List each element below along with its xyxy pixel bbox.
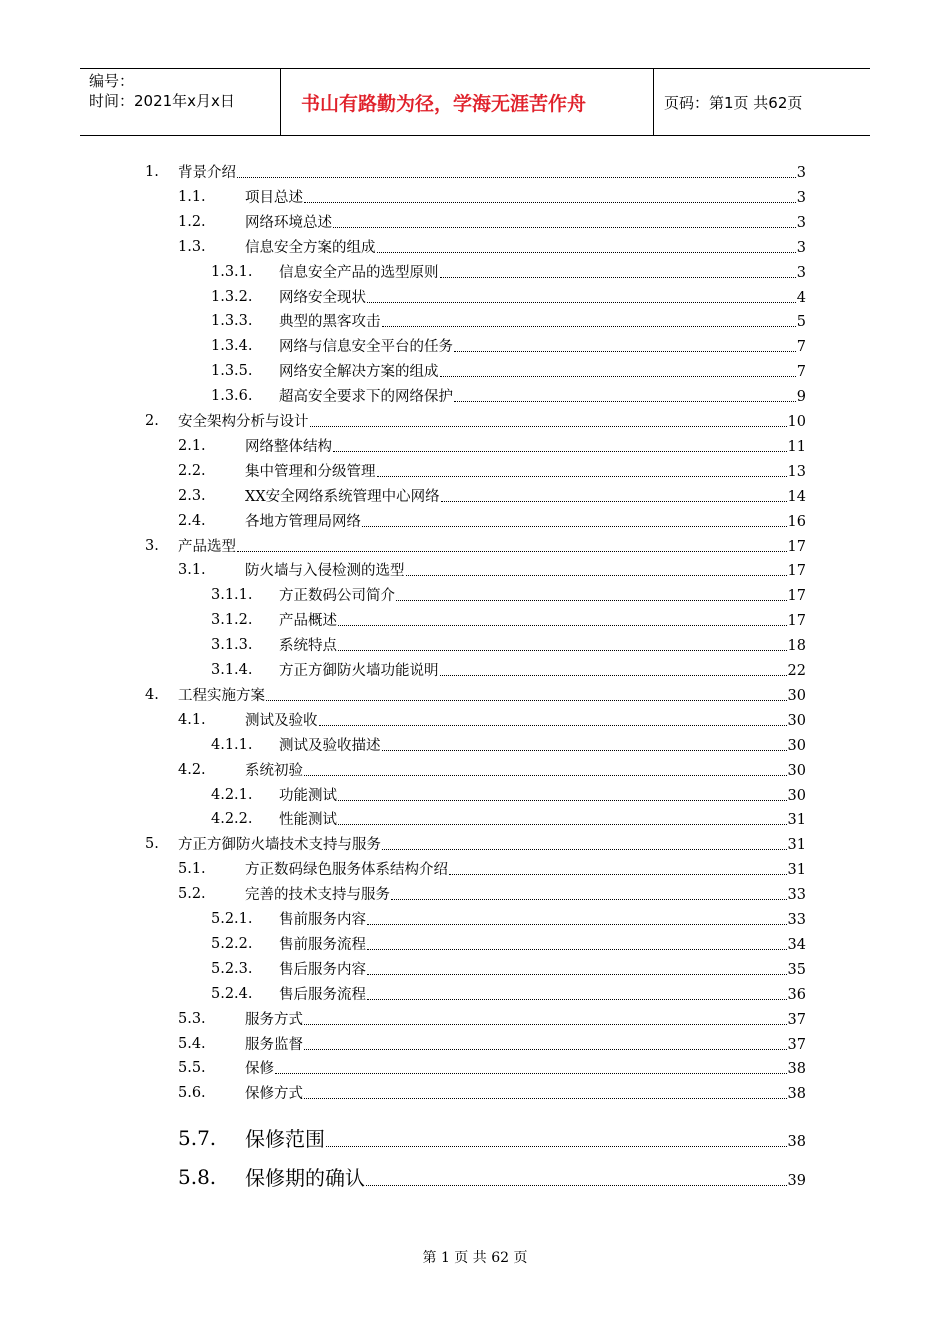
dot-leader (338, 799, 787, 801)
header-meta (80, 69, 281, 135)
toc-entry-page: 3 (796, 189, 806, 206)
dot-leader (304, 774, 787, 776)
dot-leader (237, 176, 796, 178)
toc-entry-page: 3 (796, 264, 806, 281)
toc-entry-page: 38 (787, 1061, 806, 1078)
toc-entry-number: 2.3. (178, 487, 206, 504)
dot-leader (406, 574, 787, 576)
toc-entry-number: 5.6. (178, 1085, 206, 1102)
toc-entry-page: 36 (787, 986, 806, 1003)
toc-entry-title: 服务监督 (245, 1036, 303, 1053)
toc-entry-page: 14 (787, 488, 806, 505)
toc-entry[interactable] (0, 1030, 806, 1055)
toc-entry-number: 1.2. (178, 213, 206, 230)
toc-entry[interactable] (0, 258, 806, 283)
toc-entry-page: 33 (787, 912, 806, 928)
toc-entry-page: 31 (787, 837, 806, 854)
toc-entry[interactable] (0, 756, 806, 781)
dot-leader (326, 1145, 787, 1147)
toc-entry-title: 售前服务流程 (279, 936, 366, 953)
toc-entry-number: 3.1.4. (211, 662, 253, 678)
toc-entry-page: 17 (787, 613, 806, 630)
toc-entry-page: 4 (796, 289, 806, 306)
header-page-number: 页码：第1页 共62页 (664, 93, 803, 112)
toc-entry-page: 30 (787, 687, 806, 704)
toc-entry-title: 方正方御防火墙功能说明 (279, 663, 439, 679)
toc-entry[interactable] (0, 407, 806, 432)
toc-entry-page: 22 (787, 663, 806, 679)
toc-entry-number: 5.7. (178, 1126, 217, 1151)
dot-leader (367, 301, 796, 303)
toc-entry-number: 5.1. (178, 861, 206, 878)
toc-entry-number: 5.2.3. (211, 960, 253, 977)
toc-entry-page: 17 (787, 588, 806, 605)
toc-entry[interactable] (0, 507, 806, 532)
toc-entry[interactable] (0, 307, 806, 332)
toc-entry-number: 3.1. (178, 562, 206, 579)
dot-leader (449, 873, 787, 875)
toc-entry[interactable] (0, 706, 806, 731)
toc-entry[interactable] (0, 382, 806, 407)
toc-entry-title: 保修期的确认 (245, 1166, 365, 1191)
toc-entry-number: 1.1. (178, 188, 206, 205)
toc-entry-page: 13 (787, 463, 806, 480)
toc-entry-number: 5.2. (178, 886, 206, 903)
toc-entry[interactable] (0, 781, 806, 806)
toc-entry-page: 33 (787, 887, 806, 904)
toc-entry[interactable] (0, 432, 806, 457)
toc-entry[interactable] (0, 731, 806, 756)
toc-entry-page: 3 (796, 165, 806, 181)
toc-entry[interactable] (0, 606, 806, 631)
toc-entry-title: 产品概述 (279, 613, 337, 630)
dot-leader (367, 948, 787, 950)
toc-entry-number: 2. (145, 413, 159, 429)
dot-leader (440, 375, 796, 377)
toc-entry-title: 方正数码公司简介 (279, 588, 395, 605)
dot-leader (440, 276, 796, 278)
toc-entry-page: 30 (787, 712, 806, 729)
dot-leader (367, 998, 787, 1000)
dot-leader (333, 450, 787, 452)
toc-entry-title: 售后服务流程 (279, 986, 366, 1003)
document-time: 时间：2021年x月x日 (89, 92, 235, 110)
dot-leader (310, 425, 787, 427)
toc-entry-title: 背景介绍 (178, 165, 236, 181)
toc-entry-number: 5.3. (178, 1010, 206, 1027)
dot-leader (367, 973, 787, 975)
toc-entry-page: 31 (787, 812, 806, 829)
toc-entry-page: 17 (787, 563, 806, 580)
dot-leader (440, 674, 787, 676)
toc-entry[interactable] (0, 930, 806, 955)
toc-entry-number: 1.3.4. (211, 338, 253, 355)
toc-entry-title: 网络安全现状 (279, 289, 366, 306)
toc-entry[interactable] (0, 656, 806, 681)
toc-entry[interactable] (0, 332, 806, 357)
toc-entry-number: 1.3.6. (211, 388, 253, 405)
toc-entry-title: 保修方式 (245, 1086, 303, 1103)
toc-entry-number: 4.2.1. (211, 786, 253, 803)
toc-entry-page: 7 (796, 339, 806, 356)
toc-entry[interactable] (0, 457, 806, 482)
toc-entry-page: 10 (787, 414, 806, 430)
dot-leader (454, 400, 796, 402)
toc-entry-number: 2.4. (178, 512, 206, 529)
dot-leader (304, 1048, 787, 1050)
toc-entry[interactable] (0, 482, 806, 507)
toc-entry-title: 方正方御防火墙技术支持与服务 (178, 837, 381, 854)
toc-entry-page: 7 (796, 364, 806, 381)
toc-entry-number: 3.1.1. (211, 587, 253, 604)
toc-entry-number: 5. (145, 836, 159, 853)
dot-leader (304, 201, 796, 203)
dot-leader (338, 823, 787, 825)
toc-entry[interactable] (0, 681, 806, 706)
toc-entry-page: 11 (787, 438, 806, 455)
dot-leader (338, 624, 787, 626)
dot-leader (367, 923, 787, 925)
toc-entry-page: 17 (787, 538, 806, 555)
dot-leader (396, 599, 787, 601)
header-motto: 书山有路勤为径，学海无涯苦作舟 (281, 69, 654, 135)
toc-entry-number: 4.1.1. (211, 736, 253, 753)
toc-entry-title: 项目总述 (245, 189, 303, 206)
toc-entry-number: 5.2.1. (211, 911, 253, 927)
toc-entry-page: 9 (796, 389, 806, 406)
toc-entry-title: 测试及验收描述 (279, 737, 381, 754)
toc-entry-title: 售前服务内容 (279, 912, 366, 928)
toc-entry-number: 5.2.2. (211, 935, 253, 952)
toc-entry-title: 超高安全要求下的网络保护 (279, 389, 453, 406)
toc-entry-number: 3.1.3. (211, 637, 253, 654)
dot-leader (382, 325, 796, 327)
toc-entry[interactable] (0, 830, 806, 855)
toc-entry[interactable] (0, 980, 806, 1005)
toc-entry-title: 网络安全解决方案的组成 (279, 364, 439, 381)
dot-leader (275, 1072, 787, 1074)
toc-entry-title: 各地方管理局网络 (245, 513, 361, 530)
toc-entry-title: 方正数码绿色服务体系结构介绍 (245, 862, 448, 879)
toc-entry-title: 安全架构分析与设计 (178, 414, 309, 430)
toc-entry[interactable] (0, 283, 806, 308)
toc-entry[interactable] (0, 1005, 806, 1030)
toc-entry-number: 5.5. (178, 1060, 206, 1077)
dot-leader (377, 251, 796, 253)
toc-entry-number: 5.8. (178, 1165, 217, 1190)
toc-entry-title: 服务方式 (245, 1011, 303, 1028)
toc-entry-title: 防火墙与入侵检测的选型 (245, 563, 405, 580)
toc-entry[interactable] (0, 183, 806, 208)
dot-leader (366, 1184, 787, 1186)
page-header (80, 68, 870, 136)
toc-entry-title: 典型的黑客攻击 (279, 314, 381, 331)
toc-entry[interactable] (0, 631, 806, 656)
toc-entry-title: 产品选型 (178, 538, 236, 555)
toc-entry-page: 38 (787, 1086, 806, 1103)
toc-entry-page: 35 (787, 961, 806, 978)
toc-entry-number: 3. (145, 537, 159, 554)
toc-entry-number: 1.3.3. (211, 313, 253, 330)
toc-entry-title: 网络环境总述 (245, 214, 332, 231)
toc-entry[interactable] (0, 556, 806, 581)
dot-leader (362, 525, 787, 527)
toc-entry-title: 性能测试 (279, 812, 337, 829)
toc-entry-page: 38 (787, 1134, 806, 1151)
dot-leader (237, 550, 787, 552)
dot-leader (454, 350, 796, 352)
dot-leader (338, 649, 787, 651)
toc-entry[interactable] (0, 1054, 806, 1079)
dot-leader (391, 898, 787, 900)
toc-entry-page: 30 (787, 762, 806, 779)
toc-entry-number: 3.1.2. (211, 612, 253, 629)
toc-entry[interactable] (0, 1157, 806, 1191)
toc-entry[interactable] (0, 1079, 806, 1104)
toc-entry[interactable] (0, 233, 806, 258)
toc-entry-page: 34 (787, 936, 806, 953)
toc-entry-number: 1.3.2. (211, 288, 253, 305)
page-footer: 第 1 页 共 62 页 (422, 1250, 528, 1266)
toc-entry-page: 31 (787, 862, 806, 879)
dot-leader (304, 1023, 787, 1025)
toc-entry-title: 工程实施方案 (178, 687, 265, 704)
toc-entry-title: 集中管理和分级管理 (245, 463, 376, 480)
toc-entry-page: 37 (787, 1036, 806, 1053)
toc-entry-page: 3 (796, 239, 806, 256)
toc-entry[interactable] (0, 805, 806, 830)
document-number-label: 编号： (89, 72, 135, 90)
toc-entry[interactable] (0, 1118, 806, 1152)
toc-entry[interactable] (0, 905, 806, 930)
toc-entry[interactable] (0, 855, 806, 880)
toc-entry-number: 2.1. (178, 437, 206, 454)
toc-entry-number: 4.1. (178, 711, 206, 728)
toc-entry-title: 系统初验 (245, 762, 303, 779)
toc-entry-number: 5.4. (178, 1035, 206, 1052)
dot-leader (382, 848, 787, 850)
toc-entry-title: XX安全网络系统管理中心网络 (245, 488, 440, 505)
toc-entry[interactable] (0, 208, 806, 233)
toc-entry-title: 系统特点 (279, 638, 337, 655)
toc-entry-page: 30 (787, 787, 806, 804)
toc-entry-number: 1.3. (178, 238, 206, 255)
toc-entry-page: 37 (787, 1011, 806, 1028)
dot-leader (441, 500, 787, 502)
toc-entry-number: 1. (145, 164, 159, 180)
toc-entry-title: 完善的技术支持与服务 (245, 887, 390, 904)
toc-entry-number: 1.3.1. (211, 263, 253, 280)
dot-leader (319, 724, 787, 726)
toc-entry-title: 售后服务内容 (279, 961, 366, 978)
toc-entry-title: 保修 (245, 1061, 274, 1078)
dot-leader (382, 749, 787, 751)
dot-leader (266, 699, 787, 701)
toc-entry-title: 网络整体结构 (245, 438, 332, 455)
dot-leader (304, 1097, 787, 1099)
toc-entry-number: 5.2.4. (211, 985, 253, 1002)
toc-entry-title: 信息安全方案的组成 (245, 239, 376, 256)
toc-entry-page: 3 (796, 214, 806, 231)
toc-entry-title: 网络与信息安全平台的任务 (279, 339, 453, 356)
toc-entry[interactable] (0, 955, 806, 980)
toc-entry[interactable] (0, 532, 806, 557)
toc-entry-title: 保修范围 (245, 1127, 325, 1152)
toc-entry-number: 2.2. (178, 462, 206, 479)
toc-entry-number: 4. (145, 686, 159, 703)
toc-entry-page: 39 (787, 1173, 806, 1190)
dot-leader (333, 226, 796, 228)
toc-entry[interactable] (0, 581, 806, 606)
toc-entry-number: 4.2. (178, 761, 206, 778)
toc-entry[interactable] (0, 357, 806, 382)
toc-entry-page: 5 (796, 314, 806, 331)
toc-entry-page: 16 (787, 513, 806, 530)
toc-entry[interactable] (0, 880, 806, 905)
toc-entry-number: 1.3.5. (211, 363, 253, 380)
toc-entry-title: 信息安全产品的选型原则 (279, 264, 439, 281)
toc-entry-number: 4.2.2. (211, 811, 253, 828)
toc-entry-title: 功能测试 (279, 787, 337, 804)
toc-entry-title: 测试及验收 (245, 712, 318, 729)
toc-entry[interactable] (0, 158, 806, 183)
toc-entry-page: 18 (787, 638, 806, 655)
dot-leader (377, 475, 787, 477)
toc-entry-page: 30 (787, 737, 806, 754)
